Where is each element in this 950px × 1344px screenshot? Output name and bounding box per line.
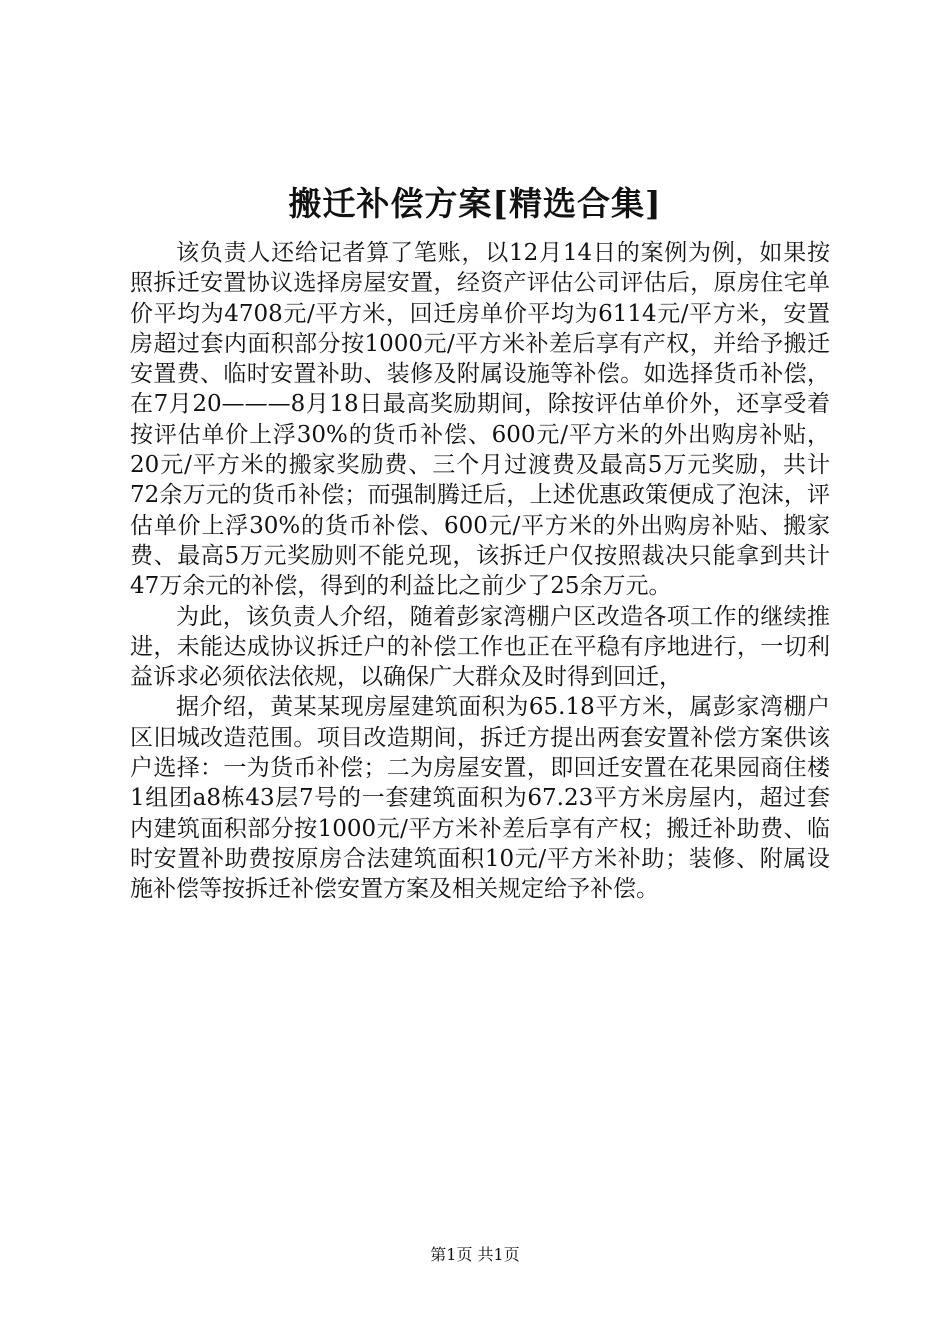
document-title: 搬迁补偿方案[精选合集] [288, 184, 662, 223]
paragraph-2: 为此，该负责人介绍，随着彭家湾棚户区改造各项工作的继续推进，未能达成协议拆迁户的补偿工作也正在平稳有序地进行，一切利益诉求必须依法依规，以确保广大群众及时得到回迁， [130, 603, 830, 691]
page-footer: 第1页 共1页 [430, 1245, 520, 1264]
paragraph-3: 据介绍，黄某某现房屋建筑面积为65.18平方米，属彭家湾棚户区旧城改造范围。项目改造期间，拆迁方提出两套安置补偿方案供该户选择：一为货币补偿；二为房屋安置，即回迁安置在花果园商住楼1组团a8栋43层7号的一套建筑面积为67.23平方米房屋内，超过套内建筑面积部分按1000元/平方米补差后享有产权；搬迁补助费、临时安置补助费按原房合法建筑面积10元/平方米补助；装修、附属设施补偿等按拆迁补偿安置方案及相关规定给予补偿。 [130, 694, 830, 903]
paragraph-1: 该负责人还给记者算了笔账，以12月14日的案例为例，如果按照拆迁安置协议选择房屋安置，经资产评估公司评估后，原房住宅单价平均为4708元/平方米，回迁房单价平均为6114元/平方米，安置房超过套内面积部分按1000元/平方米补差后享有产权，并给予搬迁安置费、临时安置补助、装修及附属设施等补偿。如选择货币补偿，在7月20———8月18日最高奖励期间，除按评估单价外，还享受着按评估单价上浮30%的货币补偿、600元/平方米的外出购房补贴，20元/平方米的搬家奖励费、三个月过渡费及最高5万元奖励，共计72余万元的货币补偿；而强制腾迁后，上述优惠政策便成了泡沫，评估单价上浮30%的货币补偿、600元/平方米的外出购房补贴、搬家费、最高5万元奖励则不能兑现，该拆迁户仅按照裁决只能拿到共计47万余元的补偿，得到的利益比之前少了25余万元。 [130, 240, 830, 600]
document-body [130, 238, 830, 905]
